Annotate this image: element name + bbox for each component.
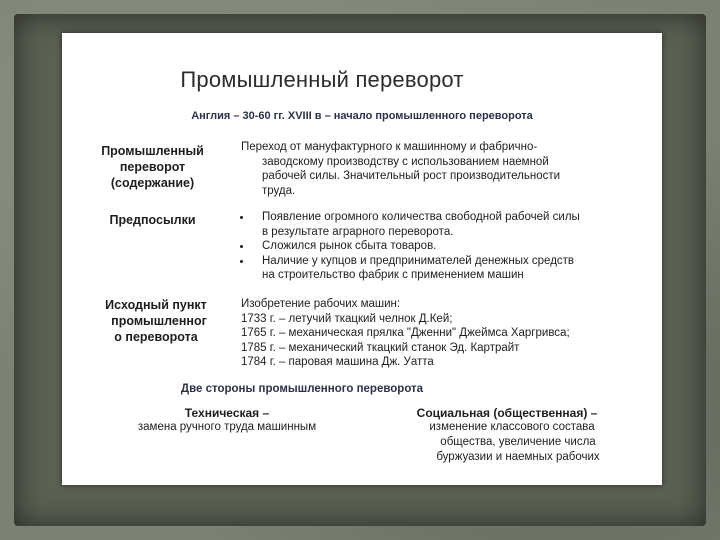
- content-line: заводскому производству с использованием наемной: [262, 155, 549, 168]
- row-label-line: о переворота: [114, 330, 198, 344]
- row-label-line: переворот: [119, 160, 186, 174]
- content-line: 1785 г. – механический ткацкий станок Эд. Картрайт: [241, 341, 520, 354]
- side-text-line: изменение классового состава: [429, 421, 595, 433]
- side-text-line: общества, увеличение числа: [440, 436, 596, 448]
- page-title: Промышленный переворот: [180, 67, 464, 92]
- prerequisites-list: [238, 210, 580, 283]
- row-label-line: промышленног: [111, 314, 207, 328]
- content-line: 1733 г. – летучий ткацкий челнок Д.Кей;: [241, 312, 453, 325]
- content-line: Переход от мануфактурного к машинному и фабрично-: [241, 141, 538, 153]
- list-item: [238, 239, 580, 254]
- row-text-content: [241, 140, 560, 198]
- content-line: Изобретение рабочих машин:: [241, 298, 401, 310]
- page-subtitle: Англия – 30-60 гг. XVIII в – начало промышленного переворота: [191, 110, 533, 122]
- technical-side-heading: Техническая –: [184, 406, 270, 420]
- list-item-line: Сложился рынок сбыта товаров.: [262, 240, 437, 253]
- list-item: [238, 254, 580, 283]
- content-line: рабочей силы. Значительный рост производительности: [262, 170, 561, 183]
- social-side-text: [407, 420, 617, 465]
- list-item: [238, 210, 580, 239]
- list-item-line: Наличие у купцов и предпринимателей денежных средств: [262, 254, 575, 267]
- row-label-line: Исходный пункт: [105, 298, 207, 312]
- list-item-line: Появление огромного количества свободной рабочей силы: [262, 211, 580, 223]
- row-label-starting-point: [92, 297, 220, 345]
- row-label-prerequisites: [90, 212, 215, 228]
- row-label-line: Предпосылки: [109, 213, 196, 227]
- side-text-line: буржуазии и наемных рабочих: [436, 451, 600, 463]
- row-label-line: (содержание): [110, 176, 195, 190]
- row-label-line: Промышленный: [101, 144, 204, 158]
- content-line: 1765 г. – механическая прялка "Дженни" Джеймса Харгривса;: [241, 327, 570, 340]
- content-line: 1784 г. – паровая машина Дж. Уатта: [241, 356, 434, 369]
- row-text-starting-point: [241, 297, 570, 370]
- slide: [62, 33, 662, 485]
- sides-title: Две стороны промышленного переворота: [180, 383, 424, 395]
- side-text-line: замена ручного труда машинным: [137, 421, 317, 433]
- list-item-line: на строительство фабрик с применением машин: [262, 269, 524, 282]
- content-line: труда.: [262, 184, 296, 197]
- social-side-heading: Социальная (общественная) –: [416, 406, 598, 420]
- technical-side-text: [117, 420, 337, 435]
- row-label-content: [90, 143, 215, 191]
- list-item-line: в результате аграрного переворота.: [262, 225, 454, 238]
